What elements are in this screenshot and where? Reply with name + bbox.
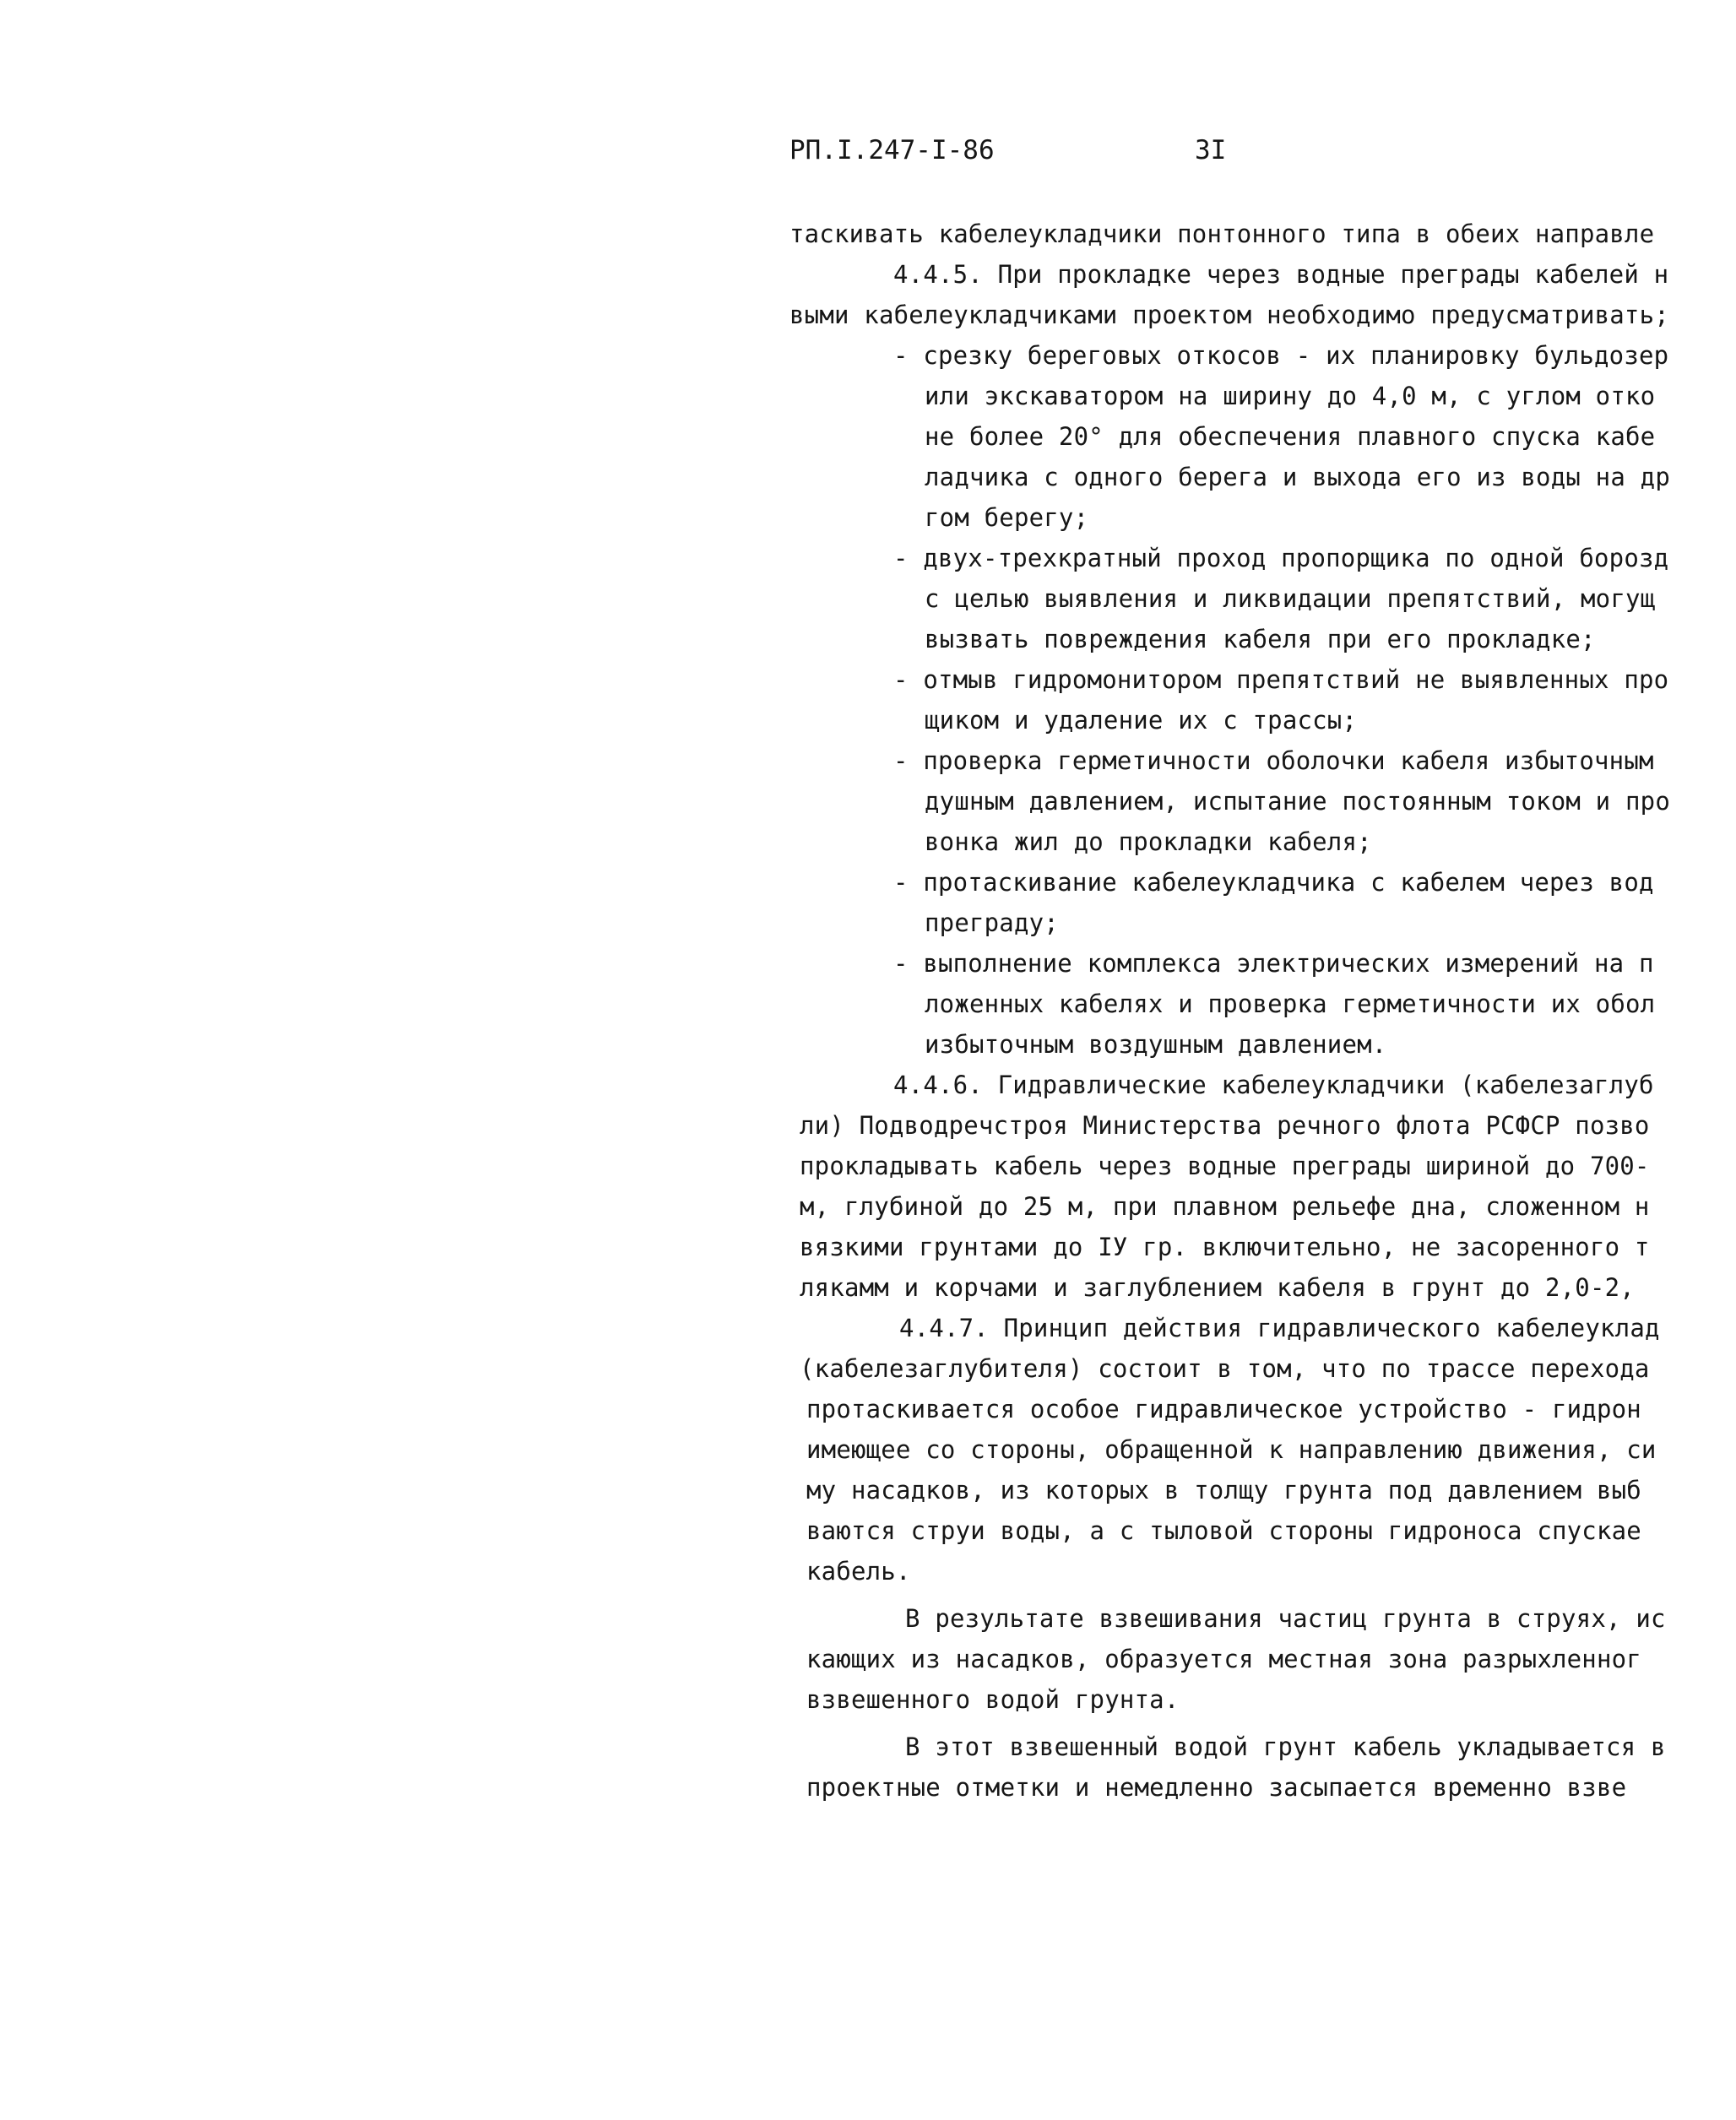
text-line: 4.4.7. Принцип действия гидравлического кабелеуклад xyxy=(899,1314,1660,1342)
text-line: му насадков, из которых в толщу грунта под давлением выб xyxy=(806,1476,1641,1505)
text-line: - отмыв гидромонитором препятствий не выявленных про xyxy=(893,665,1669,694)
text-line: м, глубиной до 25 м, при плавном рельефе дна, сложенном н xyxy=(800,1192,1650,1221)
text-line: тaскивать кабелеукладчики понтонного типа в обеих направле xyxy=(789,220,1655,248)
text-line: имеющее со стороны, обращенной к направлению движения, си xyxy=(806,1435,1657,1464)
text-line: протаскивается особое гидравлическое устройство - гидрон xyxy=(806,1395,1641,1423)
text-line: гом берегу; xyxy=(925,503,1089,532)
text-line: или экскаватором на ширину до 4,0 м, с углом отко xyxy=(925,382,1656,410)
text-line: вонка жил до прокладки кабеля; xyxy=(925,827,1372,856)
text-line: 4.4.5. При прокладке через водные преграды кабелей н xyxy=(893,260,1669,289)
text-line: - протаскивание кабелеукладчика с кабелем через вод xyxy=(893,868,1654,897)
text-line: не более 20° для обеспечения плавного спуска кабе xyxy=(925,422,1656,451)
text-line: кабель. xyxy=(806,1557,911,1586)
text-line: душным давлением, испытание постоянным током и про xyxy=(925,787,1670,816)
text-line: - проверка герметичности оболочки кабеля избыточным xyxy=(893,746,1654,775)
text-line: избыточным воздушным давлением. xyxy=(925,1030,1387,1059)
text-line: прокладывать кабель через водные преграды шириной до 700- xyxy=(800,1152,1650,1180)
text-line: 4.4.6. Гидравлические кабелеукладчики (кабелезаглуб xyxy=(893,1071,1654,1099)
text-line: - срезку береговых откосов - их планировку бульдозер xyxy=(893,341,1669,370)
text-line: вязкими грунтами до IУ гр. включительно, не засоренного т xyxy=(800,1233,1650,1261)
text-line: - выполнение комплекса электрических измерений на п xyxy=(893,949,1654,978)
text-line: взвешенного водой грунта. xyxy=(806,1685,1180,1714)
text-line: вызвать повреждения кабеля при его прокладке; xyxy=(925,625,1596,653)
text-line: лякамм и корчами и заглублением кабеля в грунт до 2,0-2, xyxy=(800,1273,1635,1302)
text-line: В этот взвешенный водой грунт кабель укладывается в xyxy=(905,1732,1666,1761)
text-line: щиком и удаление их с трассы; xyxy=(925,706,1358,735)
page-number: 3I xyxy=(1195,135,1227,165)
text-line: с целью выявления и ликвидации препятствий, могущ xyxy=(925,584,1656,613)
text-line: преграду; xyxy=(925,908,1059,937)
text-line: ваются струи воды, а с тыловой стороны гидроноса спускае xyxy=(806,1516,1641,1545)
text-line: ладчика с одного берега и выхода его из воды на др xyxy=(925,463,1670,491)
text-line: - двух-трехкратный проход пропорщика по одной борозд xyxy=(893,544,1669,572)
document-code: РП.I.247-I-86 xyxy=(789,135,995,165)
text-line: В результате взвешивания частиц грунта в струях, ис xyxy=(905,1604,1666,1633)
text-line: ложенных кабелях и проверка герметичности их обол xyxy=(925,990,1656,1018)
text-line: кающих из насадков, образуется местная зона разрыхленног xyxy=(806,1645,1641,1673)
text-line: проектные отметки и немедленно засыпается временно взве xyxy=(806,1773,1627,1802)
text-line: выми кабелеукладчиками проектом необходимо предусматривать; xyxy=(789,301,1669,329)
text-line: (кабелезаглубителя) состоит в том, что по трассе перехода xyxy=(800,1354,1650,1383)
text-line: ли) Подводречстроя Министерства речного флота РСФСР позво xyxy=(800,1111,1650,1140)
